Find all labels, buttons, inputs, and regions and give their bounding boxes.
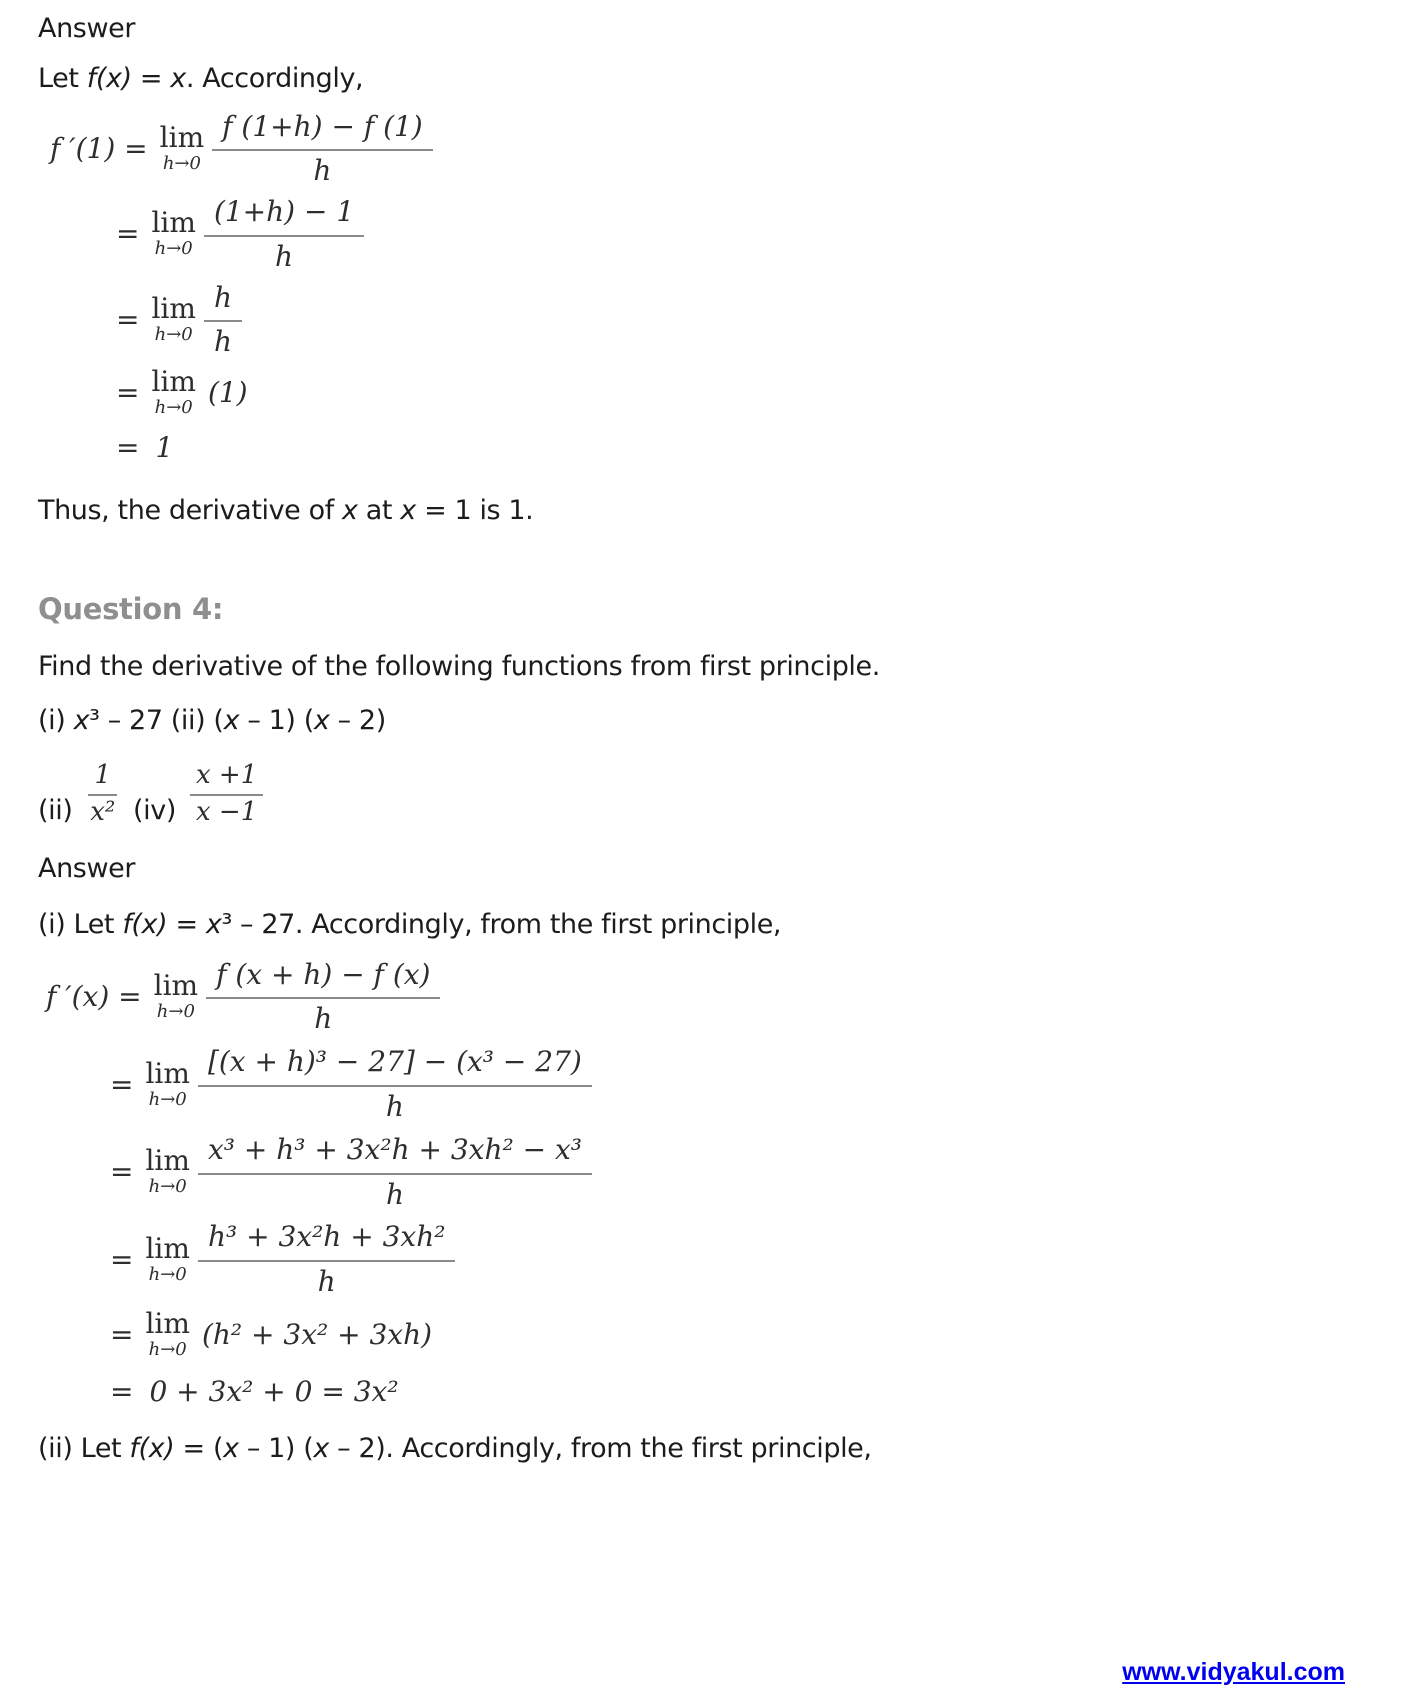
limit-operator: lim h→0: [151, 365, 196, 419]
fraction: f (x + h) − f (x) h: [206, 958, 440, 1036]
fraction: 1 x²: [90, 759, 116, 827]
equation-line: [50, 110, 1377, 188]
part-i-line: (i) Let f(x) = x³ – 27. Accordingly, from the first principle,: [38, 908, 782, 940]
equation-line: = lim h→0 (1+h) − 1 h: [116, 195, 1377, 273]
limit-operator: lim h→0: [151, 291, 196, 345]
limit-operator: lim h→0: [145, 1307, 190, 1360]
item-label-iv: (iv): [133, 795, 176, 827]
question-fractions-line: [38, 759, 1377, 827]
answer-label-2: Answer: [38, 853, 136, 885]
equation-line: = lim h→0 h³ + 3x²h + 3xh² h: [110, 1220, 1377, 1298]
equation-block-2: [38, 958, 1377, 1408]
equation-block-1: [38, 110, 1377, 465]
fraction: f (1+h) − f (1) h: [212, 110, 433, 188]
conclusion-line: Thus, the derivative of x at x = 1 is 1.: [38, 495, 534, 527]
equation-line: = lim h→0 (h² + 3x² + 3xh): [110, 1307, 433, 1360]
part-ii-line: (ii) Let f(x) = (x – 1) (x – 2). Accordingly, from the first principle,: [38, 1433, 872, 1464]
answer-label-1: Answer: [38, 13, 136, 44]
question-prompt: Find the derivative of the following functions from first principle.: [38, 651, 880, 683]
fraction: x +1 x −1: [190, 762, 263, 827]
equation-line: = lim h→0 h h: [116, 281, 1377, 359]
equation-line: = 1: [116, 431, 174, 465]
fraction: (1+h) − 1 h: [204, 195, 364, 273]
limit-operator: lim h→0: [145, 1056, 190, 1110]
limit-operator: lim h→0: [151, 206, 196, 260]
item-label-ii: (ii): [38, 795, 73, 827]
equation-line: = lim h→0 x³ + h³ + 3x²h + 3xh² − x³ h: [110, 1133, 1377, 1211]
equation-lhs: f ′(1) =: [50, 131, 148, 165]
intro-let-line: Let f(x) = x. Accordingly,: [38, 62, 364, 94]
equation-line: = lim h→0 [(x + h)³ − 27] − (x³ − 27) h: [110, 1045, 1377, 1123]
fraction: [(x + h)³ − 27] − (x³ − 27) h: [198, 1045, 592, 1123]
equation-line: = lim h→0 (1): [116, 365, 248, 419]
limit-operator: lim h→0: [159, 120, 205, 174]
question-items-line: (i) x³ – 27 (ii) (x – 1) (x – 2): [38, 704, 386, 736]
equation-lhs: f ′(x) =: [46, 979, 142, 1013]
equation-line: = 0 + 3x² + 0 = 3x²: [110, 1375, 399, 1408]
fraction: h³ + 3x²h + 3xh² h: [198, 1220, 456, 1298]
limit-operator: lim h→0: [145, 1144, 190, 1198]
limit-operator: lim h→0: [145, 1231, 190, 1285]
fraction: x³ + h³ + 3x²h + 3xh² − x³ h: [198, 1133, 592, 1211]
footer-link[interactable]: www.vidyakul.com: [1122, 1658, 1345, 1686]
question-heading: Question 4:: [38, 592, 224, 627]
fraction: h h: [204, 281, 242, 359]
limit-operator: lim h→0: [153, 968, 199, 1022]
equation-line: [46, 958, 1377, 1036]
